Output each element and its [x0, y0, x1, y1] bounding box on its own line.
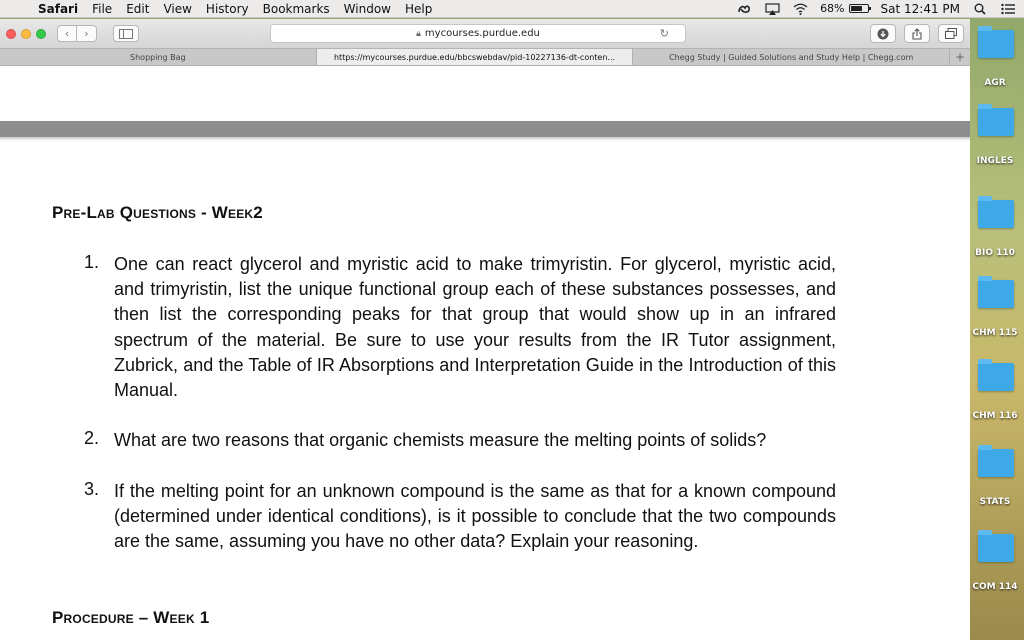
procedure-heading: Procedure – Week 1	[52, 608, 210, 627]
spotlight-search-icon[interactable]	[972, 2, 988, 16]
question-text: One can react glycerol and myristic acid to make trimyristin. For glycerol, myristic acid, and trimyristin, list the unique functional group each of these substances possesses, and then list the corresponding peaks for that group that would show up in an infrared spectrum of the material. Be sure to use your results from the IR Tutor assignment, Zubrick, and the Table of IR Absorptions and Interpretation Guide in the Introduction of this Manual.	[114, 254, 836, 401]
question-number: 2.	[84, 428, 100, 448]
close-window-button[interactable]	[6, 29, 16, 39]
tab-label: Shopping Bag	[130, 52, 186, 62]
folder-label: COM 114	[972, 582, 1018, 592]
back-button[interactable]	[57, 25, 77, 42]
desktop-folder-bio-110[interactable]	[966, 200, 1024, 272]
tabs-icon	[945, 28, 957, 39]
tab-label: Chegg Study | Guided Solutions and Study Help | Chegg.com	[669, 52, 914, 62]
desktop-folder-chm-116[interactable]	[966, 363, 1024, 435]
reload-icon[interactable]: ↻	[659, 27, 669, 40]
show-all-tabs-button[interactable]	[938, 24, 964, 43]
tab-bar	[0, 48, 970, 66]
folder-icon	[978, 280, 1014, 308]
question-3	[84, 479, 836, 555]
sidebar-toggle-button[interactable]	[113, 25, 139, 42]
folder-icon	[978, 449, 1014, 477]
toolbar-right-buttons	[862, 24, 964, 43]
chevron-left-icon: ‹	[64, 27, 70, 40]
navigation-buttons	[57, 25, 97, 42]
desktop-folder-chm-115[interactable]	[966, 280, 1024, 352]
menu-bar	[0, 0, 1024, 18]
tab-shopping-bag[interactable]	[0, 49, 317, 65]
menu-app-safari[interactable]: Safari	[38, 1, 79, 16]
forward-button[interactable]	[77, 25, 97, 42]
prelab-heading: Pre-Lab Questions - Week2	[52, 203, 263, 222]
window-controls	[6, 29, 51, 39]
folder-label: INGLES	[976, 156, 1014, 166]
creative-cloud-icon[interactable]	[736, 2, 752, 16]
tab-mycourses-document[interactable]	[317, 49, 634, 65]
menu-window[interactable]: Window	[343, 1, 391, 16]
battery-level-fill	[851, 6, 862, 11]
menu-file[interactable]: File	[92, 1, 113, 16]
plus-icon: +	[954, 50, 966, 64]
folder-icon	[978, 363, 1014, 391]
folder-icon	[978, 30, 1014, 58]
desktop-folder-ingles[interactable]	[966, 108, 1024, 180]
wifi-icon[interactable]	[792, 2, 808, 16]
clock[interactable]: Sat 12:41 PM	[880, 1, 960, 16]
address-bar[interactable]	[270, 24, 686, 43]
question-text: What are two reasons that organic chemists measure the melting points of solids?	[114, 430, 767, 450]
battery-status[interactable]	[820, 2, 868, 15]
folder-icon	[978, 108, 1014, 136]
menu-help[interactable]: Help	[405, 1, 433, 16]
share-button[interactable]	[904, 24, 930, 43]
folder-label: BIO 110	[975, 248, 1015, 258]
question-text: If the melting point for an unknown compound is the same as that for a known compound (determined under identical conditions), is it possible to conclude that the two compounds are the same, assuming you have no other data? Explain your reasoning.	[114, 481, 836, 552]
question-1	[84, 252, 836, 403]
menu-edit[interactable]: Edit	[126, 1, 150, 16]
chevron-right-icon: ›	[84, 27, 89, 40]
desktop-folder-com-114[interactable]	[966, 534, 1024, 606]
page-separator-band	[0, 121, 970, 137]
menu-bookmarks[interactable]: Bookmarks	[262, 1, 330, 16]
question-number: 3.	[84, 479, 100, 499]
desktop-folder-agr[interactable]	[966, 30, 1024, 102]
downloads-button[interactable]	[870, 24, 896, 43]
tab-label: https://mycourses.purdue.edu/bbcswebdav/pid-10227136-dt-conten...	[333, 52, 616, 62]
airplay-icon[interactable]	[764, 2, 780, 16]
folder-label: CHM 115	[972, 328, 1018, 338]
page-shadow	[0, 137, 970, 141]
tab-chegg-study[interactable]	[633, 49, 950, 65]
folder-icon	[978, 534, 1014, 562]
battery-icon	[849, 4, 869, 13]
folder-label: STATS	[979, 497, 1011, 507]
menu-view[interactable]: View	[163, 1, 192, 16]
address-text: mycourses.purdue.edu	[424, 28, 540, 39]
menu-history[interactable]: History	[205, 1, 249, 16]
desktop-folder-stats[interactable]	[966, 449, 1024, 521]
question-2	[84, 428, 836, 453]
lock-icon: 🔒︎	[416, 28, 421, 39]
desktop-area	[966, 28, 1024, 640]
zoom-window-button[interactable]	[36, 29, 46, 39]
download-icon	[877, 28, 889, 40]
sidebar-icon	[119, 29, 133, 39]
battery-percent: 68%	[820, 2, 845, 15]
notification-center-icon[interactable]	[1000, 2, 1016, 16]
folder-label: CHM 116	[972, 411, 1018, 421]
folder-icon	[978, 200, 1014, 228]
browser-toolbar	[0, 19, 970, 48]
folder-label: AGR	[984, 78, 1006, 88]
question-number: 1.	[84, 252, 100, 272]
minimize-window-button[interactable]	[21, 29, 31, 39]
share-icon	[912, 28, 922, 40]
